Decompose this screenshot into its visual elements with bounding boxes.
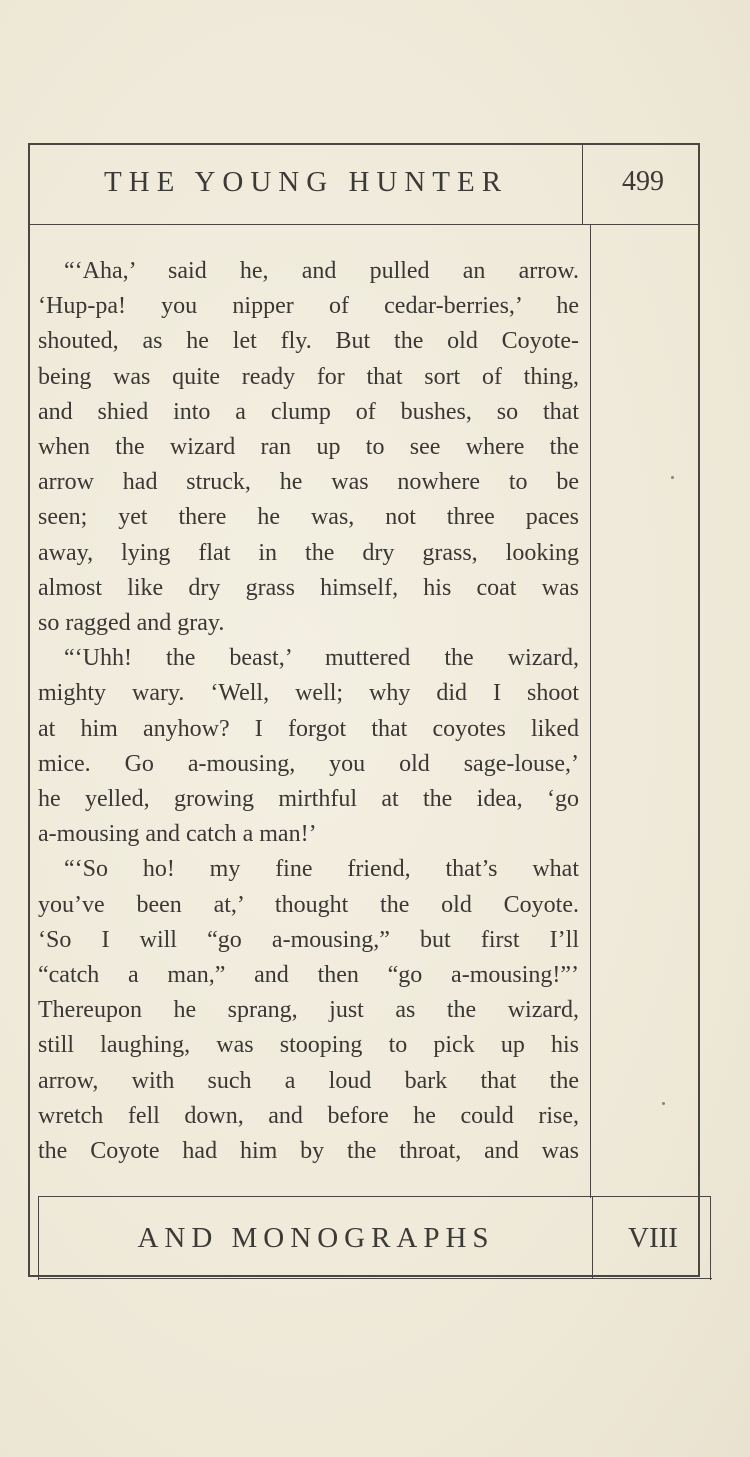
- text-line: away, lying flat in the dry grass, looking: [38, 539, 579, 566]
- text-line: mighty wary. ‘Well, well; why did I shoot: [38, 680, 579, 707]
- footer-column-divider: [592, 1196, 593, 1278]
- text-line: arrow had struck, he was nowhere to be: [38, 469, 579, 496]
- header-column-divider: [582, 145, 583, 225]
- text-line: “‘So ho! my fine friend, that’s what: [64, 856, 579, 883]
- text-line: arrow, with such a loud bark that the: [38, 1067, 579, 1094]
- text-line: “catch a man,” and then “go a-mousing!”’: [38, 962, 579, 989]
- text-line: being was quite ready for that sort of thing,: [38, 363, 579, 390]
- text-line: almost like dry grass himself, his coat was: [38, 574, 579, 601]
- footer-left-rule: [38, 1196, 39, 1280]
- text-line: ‘Hup-pa! you nipper of cedar-berries,’ he: [38, 293, 579, 320]
- body-column-divider: [590, 224, 591, 1198]
- text-line: still laughing, was stooping to pick up his: [38, 1032, 579, 1059]
- text-line: a-mousing and catch a man!’: [38, 821, 317, 848]
- text-line: shouted, as he let fly. But the old Coyote-: [38, 328, 579, 355]
- text-line: the Coyote had him by the throat, and was: [38, 1138, 579, 1165]
- text-line: when the wizard ran up to see where the: [38, 434, 579, 461]
- text-line: seen; yet there he was, not three paces: [38, 504, 579, 531]
- text-line: “‘Uhh! the beast,’ muttered the wizard,: [64, 645, 579, 672]
- text-line: so ragged and gray.: [38, 610, 225, 637]
- running-foot-series: AND MONOGRAPHS: [137, 1222, 495, 1254]
- text-line: and shied into a clump of bushes, so that: [38, 398, 579, 425]
- body-text: [38, 254, 579, 1169]
- text-line: wretch fell down, and before he could rise,: [38, 1102, 579, 1129]
- bottom-rule: [38, 1278, 712, 1279]
- text-line: “‘Aha,’ said he, and pulled an arrow.: [64, 258, 579, 284]
- text-line: he yelled, growing mirthful at the idea, ‘go: [38, 786, 579, 813]
- paper-speck: [671, 476, 674, 479]
- text-line: Thereupon he sprang, just as the wizard,: [38, 997, 579, 1024]
- text-line: you’ve been at,’ thought the old Coyote.: [38, 891, 579, 918]
- text-line: mice. Go a-mousing, you old sage-louse,’: [38, 750, 579, 777]
- paper-speck: [662, 1102, 665, 1105]
- volume-number: VIII: [628, 1222, 678, 1254]
- text-line: ‘So I will “go a-mousing,” but first I’ll: [38, 926, 579, 953]
- running-head-title: THE YOUNG HUNTER: [103, 166, 509, 198]
- footer-rule: [38, 1196, 710, 1197]
- header-rule: [28, 224, 700, 225]
- text-line: at him anyhow? I forgot that coyotes liked: [38, 715, 579, 742]
- page-number: 499: [622, 166, 664, 197]
